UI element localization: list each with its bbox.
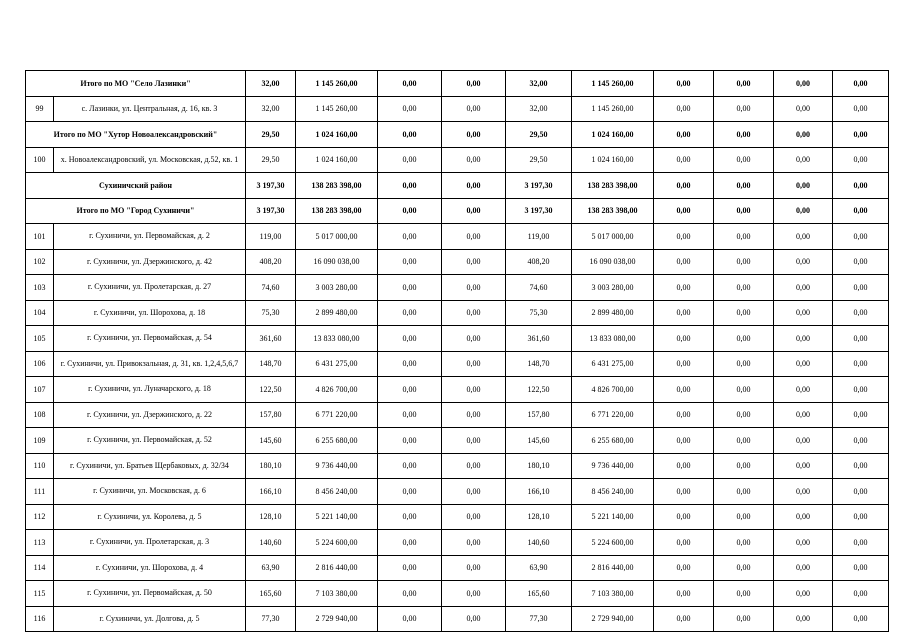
value-cell: 3 003 280,00 [296, 275, 378, 301]
value-cell: 119,00 [246, 224, 296, 250]
value-cell: 138 283 398,00 [572, 173, 654, 199]
value-cell: 16 090 038,00 [572, 249, 654, 275]
row-number: 114 [26, 555, 54, 581]
subtotal-row [26, 122, 889, 148]
value-cell: 0,00 [442, 453, 506, 479]
row-number: 115 [26, 581, 54, 607]
value-cell: 6 255 680,00 [296, 428, 378, 454]
value-cell: 361,60 [246, 326, 296, 352]
value-cell: 8 456 240,00 [296, 479, 378, 505]
value-cell: 0,00 [833, 479, 889, 505]
value-cell: 0,00 [654, 555, 714, 581]
value-cell: 0,00 [833, 555, 889, 581]
row-number: 116 [26, 606, 54, 632]
value-cell: 165,60 [506, 581, 572, 607]
value-cell: 0,00 [714, 581, 774, 607]
table-row [26, 224, 889, 250]
value-cell: 0,00 [378, 300, 442, 326]
value-cell: 0,00 [378, 453, 442, 479]
value-cell: 166,10 [506, 479, 572, 505]
value-cell: 0,00 [714, 275, 774, 301]
value-cell: 0,00 [714, 479, 774, 505]
table-row [26, 504, 889, 530]
value-cell: 77,30 [506, 606, 572, 632]
value-cell: 0,00 [654, 96, 714, 122]
value-cell: 145,60 [246, 428, 296, 454]
value-cell: 0,00 [442, 224, 506, 250]
address-cell: г. Сухиничи, ул. Королева, д. 5 [54, 504, 246, 530]
value-cell: 0,00 [833, 122, 889, 148]
value-cell: 0,00 [378, 224, 442, 250]
row-number: 106 [26, 351, 54, 377]
table-row [26, 555, 889, 581]
value-cell: 3 197,30 [506, 198, 572, 224]
value-cell: 32,00 [246, 96, 296, 122]
value-cell: 0,00 [654, 581, 714, 607]
value-cell: 0,00 [654, 147, 714, 173]
address-cell: г. Сухиничи, ул. Первомайская, д. 54 [54, 326, 246, 352]
value-cell: 0,00 [833, 147, 889, 173]
value-cell: 0,00 [654, 198, 714, 224]
value-cell: 0,00 [378, 581, 442, 607]
value-cell: 0,00 [654, 428, 714, 454]
table-row [26, 96, 889, 122]
value-cell: 0,00 [714, 530, 774, 556]
value-cell: 0,00 [442, 606, 506, 632]
subtotal-label: Итого по МО "Город Сухиничи" [26, 198, 246, 224]
value-cell: 0,00 [378, 504, 442, 530]
value-cell: 0,00 [442, 96, 506, 122]
value-cell: 0,00 [714, 122, 774, 148]
value-cell: 180,10 [506, 453, 572, 479]
value-cell: 0,00 [714, 71, 774, 97]
value-cell: 148,70 [506, 351, 572, 377]
row-number: 105 [26, 326, 54, 352]
value-cell: 0,00 [833, 581, 889, 607]
value-cell: 1 024 160,00 [296, 147, 378, 173]
value-cell: 0,00 [654, 326, 714, 352]
value-cell: 77,30 [246, 606, 296, 632]
value-cell: 2 729 940,00 [296, 606, 378, 632]
value-cell: 74,60 [506, 275, 572, 301]
value-cell: 0,00 [833, 530, 889, 556]
value-cell: 0,00 [714, 555, 774, 581]
value-cell: 0,00 [654, 249, 714, 275]
value-cell: 0,00 [833, 71, 889, 97]
value-cell: 0,00 [654, 453, 714, 479]
value-cell: 6 255 680,00 [572, 428, 654, 454]
value-cell: 6 431 275,00 [572, 351, 654, 377]
row-number: 103 [26, 275, 54, 301]
row-number: 112 [26, 504, 54, 530]
table-row [26, 147, 889, 173]
value-cell: 0,00 [378, 479, 442, 505]
address-cell: г. Сухиничи, ул. Шорохова, д. 4 [54, 555, 246, 581]
value-cell: 0,00 [833, 504, 889, 530]
value-cell: 7 103 380,00 [572, 581, 654, 607]
value-cell: 166,10 [246, 479, 296, 505]
value-cell: 128,10 [506, 504, 572, 530]
value-cell: 122,50 [246, 377, 296, 403]
value-cell: 0,00 [442, 249, 506, 275]
value-cell: 5 224 600,00 [296, 530, 378, 556]
table-row [26, 530, 889, 556]
table-row [26, 453, 889, 479]
address-cell: г. Сухиничи, ул. Московская, д. 6 [54, 479, 246, 505]
value-cell: 0,00 [378, 555, 442, 581]
value-cell: 0,00 [714, 377, 774, 403]
value-cell: 63,90 [246, 555, 296, 581]
value-cell: 0,00 [774, 96, 833, 122]
value-cell: 138 283 398,00 [296, 173, 378, 199]
value-cell: 0,00 [714, 147, 774, 173]
address-cell: г. Сухиничи, ул. Пролетарская, д. 3 [54, 530, 246, 556]
value-cell: 16 090 038,00 [296, 249, 378, 275]
value-cell: 0,00 [442, 504, 506, 530]
value-cell: 32,00 [246, 71, 296, 97]
value-cell: 0,00 [378, 606, 442, 632]
row-number: 108 [26, 402, 54, 428]
value-cell: 0,00 [714, 453, 774, 479]
value-cell: 0,00 [442, 402, 506, 428]
value-cell: 1 024 160,00 [572, 147, 654, 173]
value-cell: 0,00 [774, 377, 833, 403]
value-cell: 0,00 [774, 402, 833, 428]
value-cell: 122,50 [506, 377, 572, 403]
value-cell: 0,00 [442, 479, 506, 505]
value-cell: 0,00 [378, 275, 442, 301]
value-cell: 0,00 [833, 326, 889, 352]
value-cell: 4 826 700,00 [296, 377, 378, 403]
value-cell: 0,00 [654, 479, 714, 505]
value-cell: 0,00 [774, 224, 833, 250]
value-cell: 0,00 [378, 326, 442, 352]
value-cell: 0,00 [774, 606, 833, 632]
value-cell: 0,00 [442, 428, 506, 454]
value-cell: 0,00 [654, 530, 714, 556]
row-number: 100 [26, 147, 54, 173]
value-cell: 2 729 940,00 [572, 606, 654, 632]
table-row [26, 275, 889, 301]
subtotal-label: Сухиничский район [26, 173, 246, 199]
value-cell: 0,00 [654, 122, 714, 148]
table-row [26, 606, 889, 632]
value-cell: 75,30 [506, 300, 572, 326]
value-cell: 74,60 [246, 275, 296, 301]
value-cell: 2 816 440,00 [296, 555, 378, 581]
value-cell: 0,00 [378, 351, 442, 377]
value-cell: 0,00 [714, 606, 774, 632]
row-number: 109 [26, 428, 54, 454]
table-row [26, 326, 889, 352]
value-cell: 0,00 [378, 402, 442, 428]
value-cell: 0,00 [378, 377, 442, 403]
value-cell: 119,00 [506, 224, 572, 250]
value-cell: 3 197,30 [506, 173, 572, 199]
value-cell: 0,00 [654, 351, 714, 377]
value-cell: 0,00 [833, 402, 889, 428]
value-cell: 0,00 [442, 198, 506, 224]
value-cell: 5 221 140,00 [572, 504, 654, 530]
value-cell: 361,60 [506, 326, 572, 352]
subtotal-row [26, 198, 889, 224]
value-cell: 165,60 [246, 581, 296, 607]
value-cell: 29,50 [246, 122, 296, 148]
value-cell: 29,50 [246, 147, 296, 173]
value-cell: 0,00 [833, 606, 889, 632]
value-cell: 0,00 [378, 96, 442, 122]
value-cell: 3 003 280,00 [572, 275, 654, 301]
value-cell: 0,00 [378, 173, 442, 199]
value-cell: 138 283 398,00 [296, 198, 378, 224]
value-cell: 0,00 [774, 122, 833, 148]
value-cell: 180,10 [246, 453, 296, 479]
value-cell: 0,00 [442, 275, 506, 301]
value-cell: 0,00 [378, 249, 442, 275]
value-cell: 2 899 480,00 [572, 300, 654, 326]
value-cell: 0,00 [442, 71, 506, 97]
value-cell: 9 736 440,00 [296, 453, 378, 479]
value-cell: 0,00 [442, 555, 506, 581]
subtotal-row [26, 71, 889, 97]
value-cell: 0,00 [833, 173, 889, 199]
value-cell: 0,00 [774, 326, 833, 352]
value-cell: 0,00 [654, 224, 714, 250]
address-cell: г. Сухиничи, ул. Привокзальная, д. 31, кв. 1,2,4,5,6,7 [54, 351, 246, 377]
value-cell: 0,00 [833, 428, 889, 454]
address-cell: г. Сухиничи, ул. Братьев Щербаковых, д. 32/34 [54, 453, 246, 479]
value-cell: 0,00 [774, 249, 833, 275]
value-cell: 128,10 [246, 504, 296, 530]
value-cell: 0,00 [774, 530, 833, 556]
value-cell: 0,00 [833, 249, 889, 275]
value-cell: 0,00 [833, 224, 889, 250]
table-row [26, 581, 889, 607]
value-cell: 140,60 [246, 530, 296, 556]
value-cell: 0,00 [774, 300, 833, 326]
value-cell: 0,00 [774, 351, 833, 377]
value-cell: 0,00 [714, 504, 774, 530]
value-cell: 0,00 [833, 453, 889, 479]
value-cell: 0,00 [442, 581, 506, 607]
value-cell: 0,00 [833, 275, 889, 301]
value-cell: 0,00 [654, 173, 714, 199]
value-cell: 6 771 220,00 [296, 402, 378, 428]
value-cell: 0,00 [378, 122, 442, 148]
table-row [26, 300, 889, 326]
value-cell: 0,00 [442, 147, 506, 173]
value-cell: 148,70 [246, 351, 296, 377]
address-cell: с. Лазинки, ул. Центральная, д. 16, кв. 3 [54, 96, 246, 122]
value-cell: 0,00 [378, 530, 442, 556]
row-number: 113 [26, 530, 54, 556]
value-cell: 0,00 [774, 453, 833, 479]
row-number: 110 [26, 453, 54, 479]
value-cell: 1 145 260,00 [296, 96, 378, 122]
table-body [26, 71, 889, 632]
value-cell: 13 833 080,00 [296, 326, 378, 352]
value-cell: 157,80 [506, 402, 572, 428]
value-cell: 408,20 [506, 249, 572, 275]
value-cell: 0,00 [774, 173, 833, 199]
value-cell: 0,00 [654, 377, 714, 403]
row-number: 102 [26, 249, 54, 275]
value-cell: 0,00 [714, 198, 774, 224]
value-cell: 0,00 [714, 173, 774, 199]
value-cell: 0,00 [833, 198, 889, 224]
value-cell: 2 816 440,00 [572, 555, 654, 581]
value-cell: 157,80 [246, 402, 296, 428]
value-cell: 140,60 [506, 530, 572, 556]
value-cell: 0,00 [442, 326, 506, 352]
address-cell: г. Сухиничи, ул. Долгова, д. 5 [54, 606, 246, 632]
value-cell: 0,00 [378, 71, 442, 97]
value-cell: 0,00 [654, 504, 714, 530]
value-cell: 29,50 [506, 147, 572, 173]
subtotal-row [26, 173, 889, 199]
value-cell: 63,90 [506, 555, 572, 581]
value-cell: 75,30 [246, 300, 296, 326]
value-cell: 0,00 [442, 377, 506, 403]
value-cell: 0,00 [714, 249, 774, 275]
address-cell: г. Сухиничи, ул. Дзержинского, д. 22 [54, 402, 246, 428]
value-cell: 29,50 [506, 122, 572, 148]
address-cell: г. Сухиничи, ул. Первомайская, д. 52 [54, 428, 246, 454]
value-cell: 408,20 [246, 249, 296, 275]
row-number: 101 [26, 224, 54, 250]
value-cell: 0,00 [714, 428, 774, 454]
value-cell: 2 899 480,00 [296, 300, 378, 326]
value-cell: 8 456 240,00 [572, 479, 654, 505]
value-cell: 32,00 [506, 71, 572, 97]
value-cell: 0,00 [774, 504, 833, 530]
address-cell: г. Сухиничи, ул. Шорохова, д. 18 [54, 300, 246, 326]
value-cell: 5 017 000,00 [572, 224, 654, 250]
address-cell: г. Сухиничи, ул. Первомайская, д. 50 [54, 581, 246, 607]
value-cell: 0,00 [654, 606, 714, 632]
table-row [26, 402, 889, 428]
value-cell: 1 024 160,00 [296, 122, 378, 148]
housing-program-table [25, 70, 889, 632]
value-cell: 1 024 160,00 [572, 122, 654, 148]
value-cell: 6 771 220,00 [572, 402, 654, 428]
address-cell: г. Сухиничи, ул. Первомайская, д. 2 [54, 224, 246, 250]
value-cell: 4 826 700,00 [572, 377, 654, 403]
value-cell: 0,00 [714, 96, 774, 122]
value-cell: 5 224 600,00 [572, 530, 654, 556]
value-cell: 0,00 [378, 428, 442, 454]
value-cell: 0,00 [833, 351, 889, 377]
row-number: 111 [26, 479, 54, 505]
value-cell: 13 833 080,00 [572, 326, 654, 352]
value-cell: 0,00 [714, 224, 774, 250]
value-cell: 32,00 [506, 96, 572, 122]
value-cell: 0,00 [654, 275, 714, 301]
value-cell: 0,00 [774, 555, 833, 581]
value-cell: 0,00 [774, 275, 833, 301]
value-cell: 0,00 [833, 300, 889, 326]
value-cell: 0,00 [833, 96, 889, 122]
value-cell: 1 145 260,00 [572, 71, 654, 97]
value-cell: 0,00 [654, 71, 714, 97]
value-cell: 0,00 [442, 173, 506, 199]
value-cell: 0,00 [442, 351, 506, 377]
value-cell: 5 221 140,00 [296, 504, 378, 530]
value-cell: 1 145 260,00 [296, 71, 378, 97]
subtotal-label: Итого по МО "Хутор Новоалександровский" [26, 122, 246, 148]
table-row [26, 479, 889, 505]
value-cell: 1 145 260,00 [572, 96, 654, 122]
value-cell: 7 103 380,00 [296, 581, 378, 607]
value-cell: 0,00 [714, 300, 774, 326]
value-cell: 0,00 [714, 402, 774, 428]
subtotal-label: Итого по МО "Село Лазинки" [26, 71, 246, 97]
value-cell: 0,00 [714, 351, 774, 377]
row-number: 107 [26, 377, 54, 403]
table-row [26, 351, 889, 377]
table-row [26, 428, 889, 454]
table-row [26, 249, 889, 275]
value-cell: 6 431 275,00 [296, 351, 378, 377]
value-cell: 9 736 440,00 [572, 453, 654, 479]
table-row [26, 377, 889, 403]
value-cell: 3 197,30 [246, 198, 296, 224]
value-cell: 0,00 [774, 428, 833, 454]
value-cell: 0,00 [442, 122, 506, 148]
address-cell: г. Сухиничи, ул. Пролетарская, д. 27 [54, 275, 246, 301]
value-cell: 145,60 [506, 428, 572, 454]
row-number: 99 [26, 96, 54, 122]
value-cell: 0,00 [833, 377, 889, 403]
value-cell: 3 197,30 [246, 173, 296, 199]
address-cell: г. Сухиничи, ул. Дзержинского, д. 42 [54, 249, 246, 275]
value-cell: 0,00 [774, 198, 833, 224]
address-cell: г. Сухиничи, ул. Луначарского, д. 18 [54, 377, 246, 403]
value-cell: 0,00 [442, 300, 506, 326]
value-cell: 5 017 000,00 [296, 224, 378, 250]
value-cell: 0,00 [378, 198, 442, 224]
value-cell: 138 283 398,00 [572, 198, 654, 224]
value-cell: 0,00 [714, 326, 774, 352]
value-cell: 0,00 [654, 300, 714, 326]
value-cell: 0,00 [774, 71, 833, 97]
value-cell: 0,00 [774, 479, 833, 505]
value-cell: 0,00 [654, 402, 714, 428]
row-number: 104 [26, 300, 54, 326]
value-cell: 0,00 [378, 147, 442, 173]
address-cell: х. Новоалександровский, ул. Московская, д.52, кв. 1 [54, 147, 246, 173]
value-cell: 0,00 [442, 530, 506, 556]
value-cell: 0,00 [774, 147, 833, 173]
value-cell: 0,00 [774, 581, 833, 607]
